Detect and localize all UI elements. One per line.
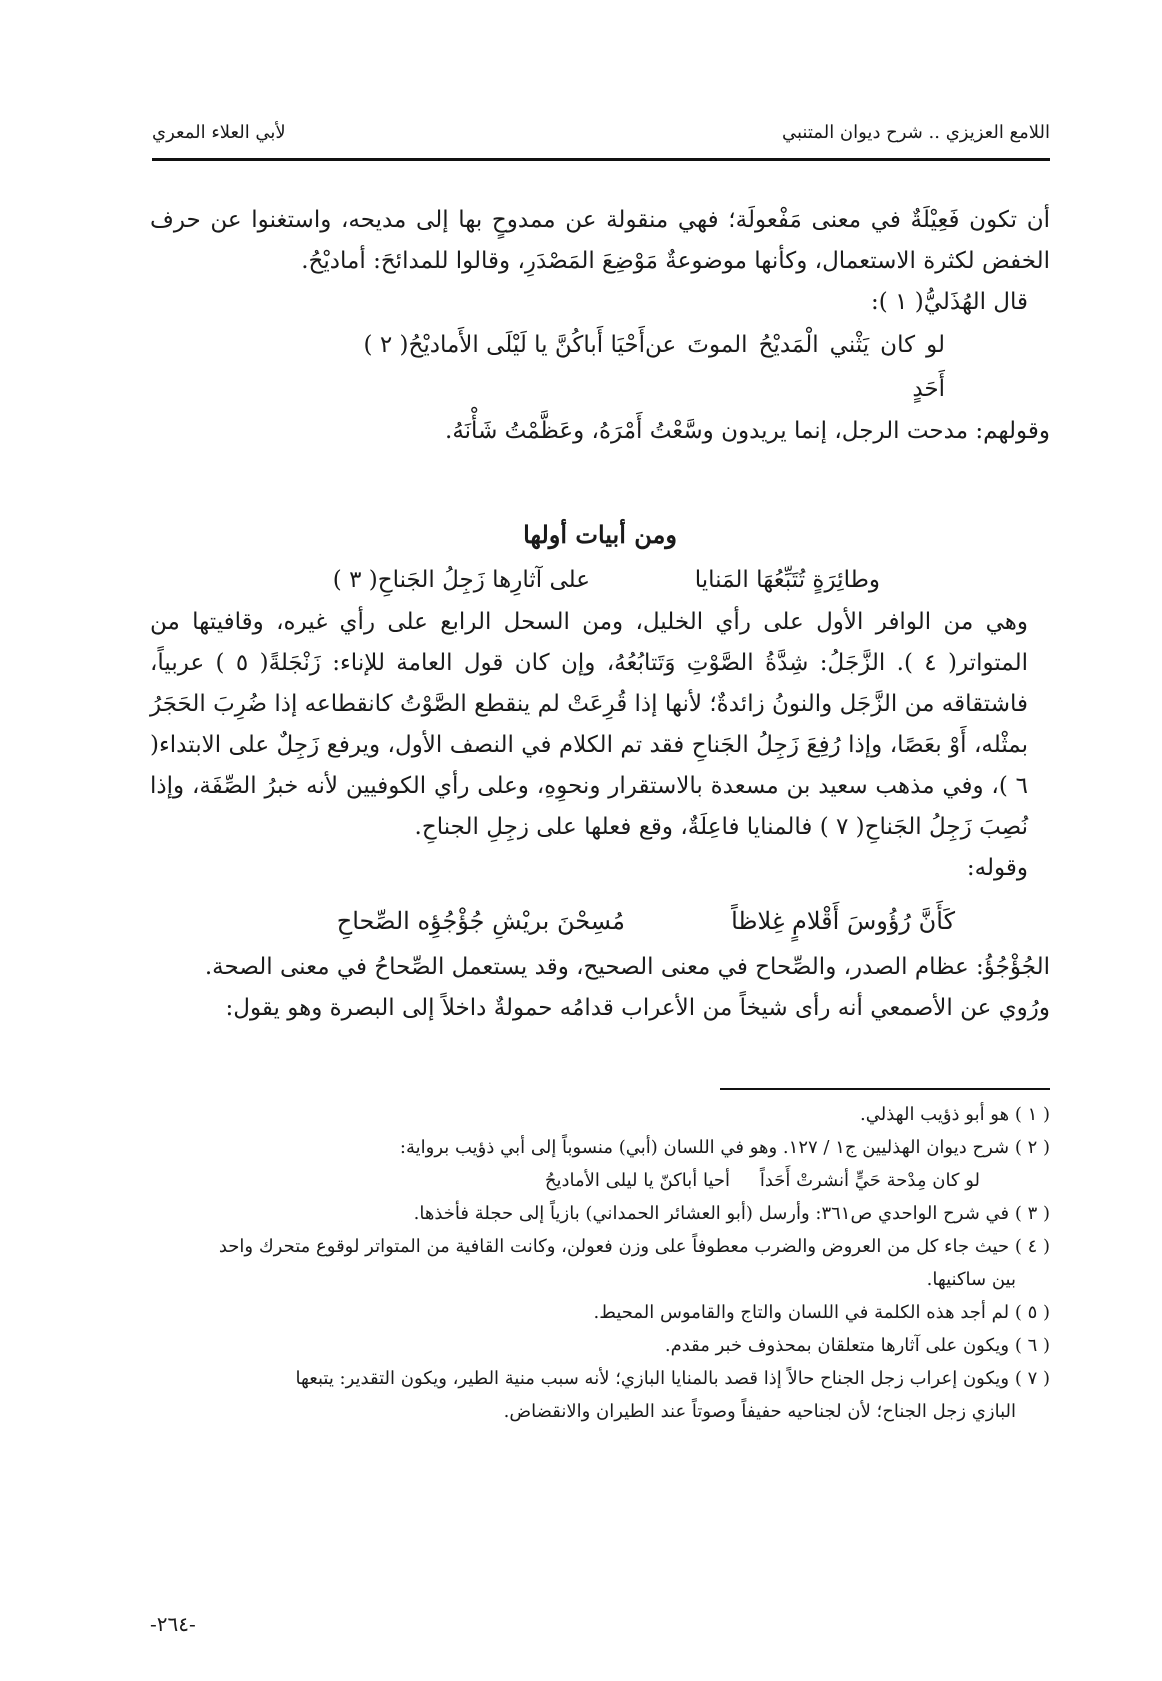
verse-2-first-hemistich: وطائِرَةٍ تُتَبِّعُهَا المَنايا: [694, 567, 880, 593]
page-number: -٢٦٤-: [150, 1612, 196, 1636]
verse-3: [150, 895, 1050, 947]
paragraph-2: وقولهم: مدحت الرجل، إنما يريدون وسَّعْتُ أَمْرَهُ، وعَظَّمْتُ شَأْنَهُ.: [445, 418, 1050, 444]
section-heading: ومن أبيات أولها: [523, 520, 677, 549]
verse-2: [150, 558, 1050, 602]
paragraph-3: وهي من الوافر الأول على رأي الخليل، ومن السحل الرابع على رأي غيره، وقافيتها من المتواتر( ٤ ). الزَّجَلُ: شِدَّةُ الصَّوْتِ وَتَتابُعُهُ، وإن كان قول العامة للإناء: زَنْجَلةً( ٥ ) عربياً، فاشتقاقه من الزَّجَل والنونُ زائدةٌ؛ لأنها إذا قُرِعَتْ لم ينقطع الصَّوْتُ كانقطاعه إذا ضُرِبَ الحَجَرُ بمثْله، أَوْ بعَصًا، وإذا رُفِعَ زَجِلُ الجَناحِ فقد تم الكلام في النصف الأول، ويرفع زَجِلٌ على الابتداء( ٦ )، وفي مذهب سعيد بن مسعدة بالاستقرار ونحوِهِ، وعلى رأي الكوفيين لأنه خبرُ الصِّفَة، وإذا نُصِبَ زَجِلُ الجَناحِ( ٧ ) فالمنايا فاعِلَةٌ، وقع فعلها على زجِلِ الجناحِ.: [150, 609, 1028, 840]
verse-1-second-hemistich: أَحْيَا أَباكُنَّ يا لَيْلَى الأَماديْحُ( ٢ ): [363, 332, 645, 358]
footnote-7-continuation: البازي زجل الجناح؛ لأن لجناحيه حفيفاً وصوتاً عند الطيران والانقضاض.: [503, 1401, 1016, 1422]
paragraph-6: ورُوي عن الأصمعي أنه رأى شيخاً من الأعراب قدامُه حمولةٌ داخلاً إلى البصرة وهو يقول:: [225, 995, 1050, 1021]
footnotes: [150, 1098, 1050, 1428]
quote-intro: قال الهُذَليُّ( ١ ):: [871, 289, 1028, 315]
footnote-2-verse-first: لو كان مِدْحة حَيٍّ أنشرتْ أَحَداً: [759, 1170, 980, 1191]
verse-3-second-hemistich: مُسِحْنَ بريْشِ جُؤْجُؤِه الصِّحاحِ: [336, 907, 625, 935]
footnote-4: ( ٤ ) حيث جاء كل من العروض والضرب معطوفاً على وزن فعولن، وكانت القافية من المتواتر لوقوع متحرك واحد: [218, 1236, 1050, 1257]
footnote-6: ( ٦ ) ويكون على آثارها متعلقان بمحذوف خبر مقدم.: [664, 1335, 1050, 1356]
running-header: [152, 112, 1050, 156]
footnote-5: ( ٥ ) لم أجد هذه الكلمة في اللسان والتاج والقاموس المحيط.: [593, 1302, 1050, 1323]
verse-1-first-hemistich: لو كان يَثْني الْمَديْحُ الموتَ عن أَحَدٍ: [645, 332, 945, 402]
verse-3-first-hemistich: كَأَنَّ رُؤُوسَ أَقْلامٍ غِلاظاً: [731, 907, 955, 935]
footnote-4-continuation: بين ساكنيها.: [926, 1269, 1016, 1290]
paragraph-1: أن تكون فَعِيْلَةٌ في معنى مَفْعولَة؛ فهي منقولة عن ممدوحٍ بها إلى مديحه، واستغنوا عن حرف الخفض لكثرة الاستعمال، وكأنها موضوعةٌ مَوْضِعَ المَصْدَرِ، وقالوا للمدائحَ: أماديْحُ.: [150, 207, 1050, 274]
footnote-7: ( ٧ ) ويكون إعراب زجل الجناح حالاً إذا قصد بالمنايا البازي؛ لأنه سبب منية الطير، ويكون التقدير: يتبعها: [295, 1368, 1050, 1389]
verse-1: [150, 323, 1050, 411]
footnote-3: ( ٣ ) في شرح الواحدي ص٣٦١: وأرسل (أبو العشائر الحمداني) بازياً إلى حجلة فأخذها.: [413, 1203, 1050, 1224]
paragraph-5: الجُؤْجُؤُ: عظام الصدر، والصِّحاح في معنى الصحيح، وقد يستعمل الصِّحاحُ في معنى الصحة.: [204, 954, 1050, 980]
paragraph-4: وقوله:: [966, 855, 1028, 881]
main-text: [150, 200, 1050, 1029]
footnote-rule: [720, 1088, 1050, 1090]
verse-2-second-hemistich: على آثارِها زَجِلُ الجَناحِ( ٣ ): [332, 567, 590, 593]
footnote-2: ( ٢ ) شرح ديوان الهذليين ج١ / ١٢٧. وهو في اللسان (أبي) منسوباً إلى أبي ذؤيب برواية:: [399, 1137, 1050, 1158]
header-rule: [152, 158, 1050, 161]
footnote-1: ( ١ ) هو أبو ذؤيب الهذلي.: [860, 1104, 1050, 1125]
footnote-2-verse: [150, 1164, 1050, 1197]
book-title: اللامع العزيزي .. شرح ديوان المتنبي: [782, 122, 1050, 143]
footnote-2-verse-second: أحيا أباكنّ يا ليلى الأماديحُ: [544, 1170, 730, 1191]
author-name: لأبي العلاء المعري: [152, 122, 286, 143]
